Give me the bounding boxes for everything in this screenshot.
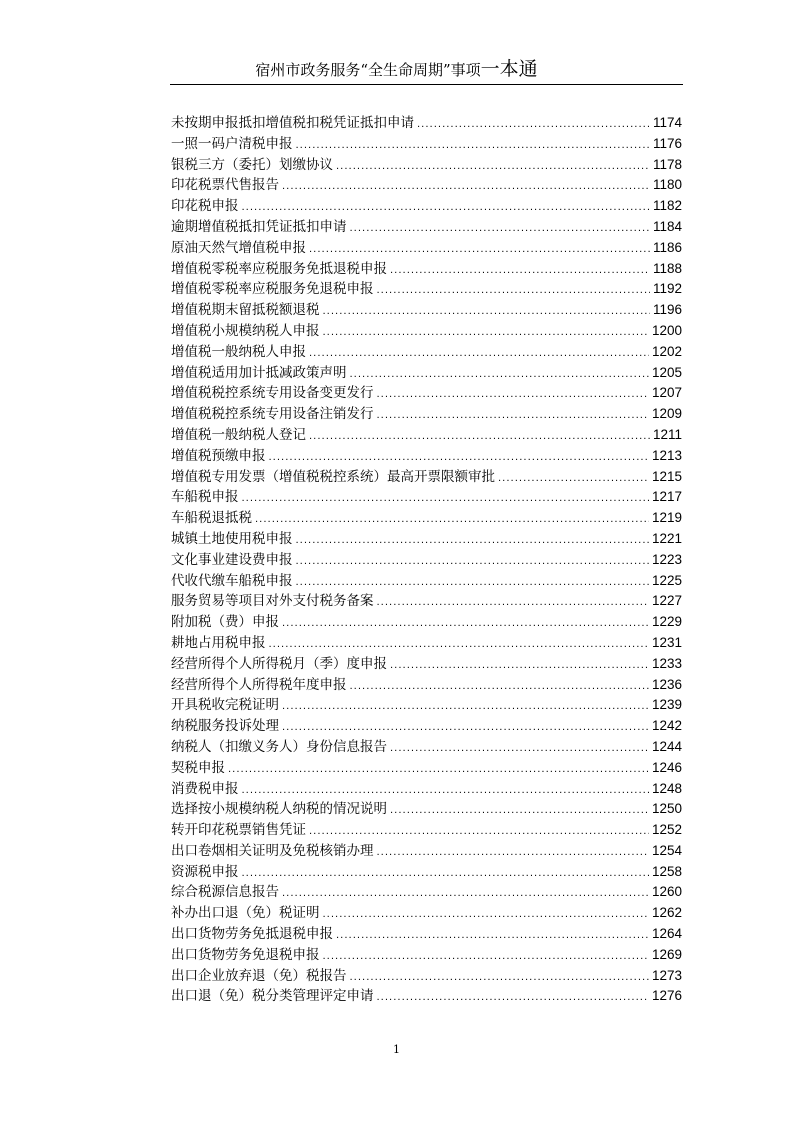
toc-leader-dots [390,739,649,760]
header-title: 宿州市政务服务“全生命周期”事项 [255,61,481,79]
toc-entry-page: 1176 [652,135,682,151]
toc-leader-dots [498,469,649,490]
toc-leader-dots [282,884,649,905]
toc-entry-title: 车船税退抵税 [171,510,252,527]
toc-entry-title: 增值税一般纳税人申报 [171,343,306,360]
toc-leader-dots [309,240,650,261]
toc-leader-dots [377,406,649,427]
toc-entry[interactable] [171,446,682,467]
toc-entry[interactable] [171,342,682,363]
toc-leader-dots [377,988,649,1009]
toc-entry-title: 一照一码户清税申报 [171,135,293,152]
toc-entry-page: 1233 [651,655,682,671]
toc-entry-title: 经营所得个人所得税月（季）度申报 [171,655,387,672]
toc-entry-page: 1244 [651,738,682,754]
toc-entry[interactable] [171,217,682,238]
toc-entry-page: 1184 [652,218,682,234]
toc-entry-title: 开具税收完税证明 [171,697,279,714]
toc-entry[interactable] [171,175,682,196]
toc-entry[interactable] [171,945,682,966]
toc-entry-title: 增值税专用发票（增值税税控系统）最高开票限额审批 [171,468,495,485]
toc-entry[interactable] [171,529,682,550]
toc-entry-page: 1211 [652,426,682,442]
toc-leader-dots [242,781,649,802]
toc-entry[interactable] [171,591,682,612]
page-number: 1 [393,1043,400,1056]
table-of-contents [171,113,682,1007]
toc-entry[interactable] [171,799,682,820]
toc-entry-title: 综合税源信息报告 [171,884,279,901]
toc-leader-dots [242,864,649,885]
toc-entry-title: 出口货物劳务免退税申报 [171,946,320,963]
toc-leader-dots [282,177,650,198]
toc-entry-title: 城镇土地使用税申报 [171,530,293,547]
toc-entry-page: 1242 [651,718,682,734]
toc-entry[interactable] [171,716,682,737]
toc-leader-dots [377,593,649,614]
toc-entry[interactable] [171,404,682,425]
toc-entry-page: 1248 [651,780,682,796]
toc-entry[interactable] [171,820,682,841]
toc-entry-title: 代收代缴车船税申报 [171,572,293,589]
toc-entry-page: 1229 [651,614,682,630]
toc-entry[interactable] [171,134,682,155]
toc-entry-page: 1260 [651,884,682,900]
toc-entry-page: 1221 [651,530,682,546]
toc-entry-page: 1262 [651,905,682,921]
header-rule [170,84,683,85]
toc-entry[interactable] [171,155,682,176]
toc-leader-dots [350,365,649,386]
toc-leader-dots [282,614,649,635]
toc-entry[interactable] [171,238,682,259]
toc-leader-dots [228,760,649,781]
toc-entry-title: 选择按小规模纳税人纳税的情况说明 [171,801,387,818]
toc-entry[interactable] [171,633,682,654]
toc-entry-title: 增值税一般纳税人登记 [171,426,306,443]
toc-entry-page: 1217 [651,489,682,505]
toc-leader-dots [336,926,649,947]
toc-leader-dots [336,157,650,178]
toc-entry-page: 1239 [651,697,682,713]
toc-entry-title: 出口企业放弃退（免）税报告 [171,967,347,984]
toc-entry[interactable] [171,779,682,800]
toc-entry[interactable] [171,758,682,779]
toc-entry[interactable] [171,986,682,1007]
toc-entry[interactable] [171,487,682,508]
toc-entry-title: 出口货物劳务免抵退税申报 [171,926,333,943]
toc-entry-page: 1236 [651,676,682,692]
toc-entry[interactable] [171,924,682,945]
toc-entry[interactable] [171,612,682,633]
toc-entry[interactable] [171,383,682,404]
toc-entry-title: 契税申报 [171,759,225,776]
toc-entry-page: 1178 [652,156,682,172]
toc-leader-dots [377,385,649,406]
toc-entry-page: 1227 [651,593,682,609]
toc-entry[interactable] [171,903,682,924]
toc-entry-page: 1223 [651,551,682,567]
toc-entry-page: 1276 [651,988,682,1004]
toc-entry[interactable] [171,695,682,716]
toc-leader-dots [296,136,650,157]
toc-entry-title: 原油天然气增值税申报 [171,239,306,256]
toc-entry[interactable] [171,279,682,300]
toc-leader-dots [323,947,649,968]
toc-entry-title: 出口退（免）税分类管理评定申请 [171,988,374,1005]
toc-entry-title: 增值税零税率应税服务免退税申报 [171,281,374,298]
toc-entry-page: 1205 [651,364,682,380]
toc-entry-title: 服务贸易等项目对外支付税务备案 [171,593,374,610]
toc-entry-title: 消费税申报 [171,780,239,797]
toc-entry[interactable] [171,841,682,862]
toc-entry-title: 经营所得个人所得税年度申报 [171,676,347,693]
toc-entry-page: 1213 [651,447,682,463]
toc-leader-dots [390,261,650,282]
toc-entry[interactable] [171,550,682,571]
toc-entry-title: 印花税票代售报告 [171,177,279,194]
header-title-emphasis: 一本通 [480,58,538,80]
toc-entry[interactable] [171,862,682,883]
toc-entry-page: 1273 [651,967,682,983]
toc-entry-page: 1207 [651,385,682,401]
toc-entry[interactable] [171,363,682,384]
toc-entry-page: 1264 [651,926,682,942]
toc-entry-page: 1174 [652,115,682,130]
toc-entry-page: 1209 [651,406,682,422]
toc-entry-page: 1231 [651,634,682,650]
toc-entry-page: 1192 [652,281,682,297]
toc-entry-page: 1252 [651,822,682,838]
toc-entry-page: 1200 [651,322,682,338]
toc-leader-dots [282,718,649,739]
toc-entry-title: 未按期申报抵扣增值税扣税凭证抵扣申请 [171,115,414,131]
toc-leader-dots [390,656,649,677]
toc-leader-dots [309,344,649,365]
toc-leader-dots [323,302,650,323]
toc-entry-title: 逾期增值税抵扣凭证抵扣申请 [171,218,347,235]
toc-entry[interactable] [171,508,682,529]
toc-leader-dots [296,552,649,573]
toc-entry-page: 1202 [651,343,682,359]
toc-entry-page: 1186 [652,239,682,255]
toc-leader-dots [242,489,649,510]
toc-leader-dots [323,323,649,344]
toc-entry-page: 1225 [651,572,682,588]
toc-leader-dots [350,219,650,240]
toc-entry-title: 银税三方（委托）划缴协议 [171,156,333,173]
running-header [0,60,793,79]
toc-entry-page: 1180 [652,177,682,193]
toc-leader-dots [309,427,650,448]
toc-entry[interactable] [171,737,682,758]
toc-entry[interactable] [171,321,682,342]
toc-leader-dots [377,843,649,864]
toc-entry-title: 增值税零税率应税服务免抵退税申报 [171,260,387,277]
toc-entry[interactable] [171,467,682,488]
toc-leader-dots [323,905,649,926]
toc-leader-dots [255,510,649,531]
toc-leader-dots [417,115,650,136]
toc-entry-title: 出口卷烟相关证明及免税核销办理 [171,842,374,859]
toc-leader-dots [350,677,649,698]
toc-entry-title: 纳税人（扣缴义务人）身份信息报告 [171,738,387,755]
toc-leader-dots [296,573,649,594]
toc-leader-dots [242,198,650,219]
toc-leader-dots [269,448,649,469]
toc-entry-page: 1215 [651,468,682,484]
toc-entry[interactable] [171,654,682,675]
toc-entry[interactable] [171,571,682,592]
toc-leader-dots [282,697,649,718]
toc-leader-dots [390,801,649,822]
toc-entry-title: 附加税（费）申报 [171,614,279,631]
toc-entry-title: 增值税税控系统专用设备变更发行 [171,385,374,402]
toc-entry[interactable] [171,882,682,903]
toc-entry-title: 增值税预缴申报 [171,447,266,464]
toc-entry-title: 增值税适用加计抵减政策声明 [171,364,347,381]
toc-entry-title: 补办出口退（免）税证明 [171,905,320,922]
toc-entry-page: 1254 [651,842,682,858]
toc-entry-title: 文化事业建设费申报 [171,551,293,568]
toc-entry-page: 1269 [651,946,682,962]
toc-entry-page: 1250 [651,801,682,817]
toc-entry[interactable] [171,966,682,987]
toc-entry-page: 1188 [652,260,682,276]
toc-entry-title: 转开印花税票销售凭证 [171,822,306,839]
toc-entry[interactable] [171,300,682,321]
toc-entry-page: 1196 [652,302,682,318]
toc-entry[interactable] [171,675,682,696]
toc-entry-page: 1258 [651,863,682,879]
toc-entry-title: 印花税申报 [171,198,239,215]
toc-entry-title: 增值税税控系统专用设备注销发行 [171,406,374,423]
toc-entry[interactable] [171,425,682,446]
toc-entry-page: 1246 [651,759,682,775]
toc-leader-dots [309,822,649,843]
toc-entry-title: 增值税小规模纳税人申报 [171,322,320,339]
toc-entry[interactable] [171,196,682,217]
toc-entry-title: 纳税服务投诉处理 [171,718,279,735]
toc-entry-title: 耕地占用税申报 [171,634,266,651]
toc-leader-dots [377,281,650,302]
toc-entry[interactable] [171,113,682,134]
toc-entry-page: 1182 [652,198,682,214]
toc-entry-page: 1219 [651,510,682,526]
toc-leader-dots [350,968,649,989]
toc-leader-dots [269,635,649,656]
toc-entry[interactable] [171,259,682,280]
toc-entry-title: 资源税申报 [171,863,239,880]
toc-entry-title: 车船税申报 [171,489,239,506]
toc-leader-dots [296,531,649,552]
toc-entry-title: 增值税期末留抵税额退税 [171,302,320,319]
